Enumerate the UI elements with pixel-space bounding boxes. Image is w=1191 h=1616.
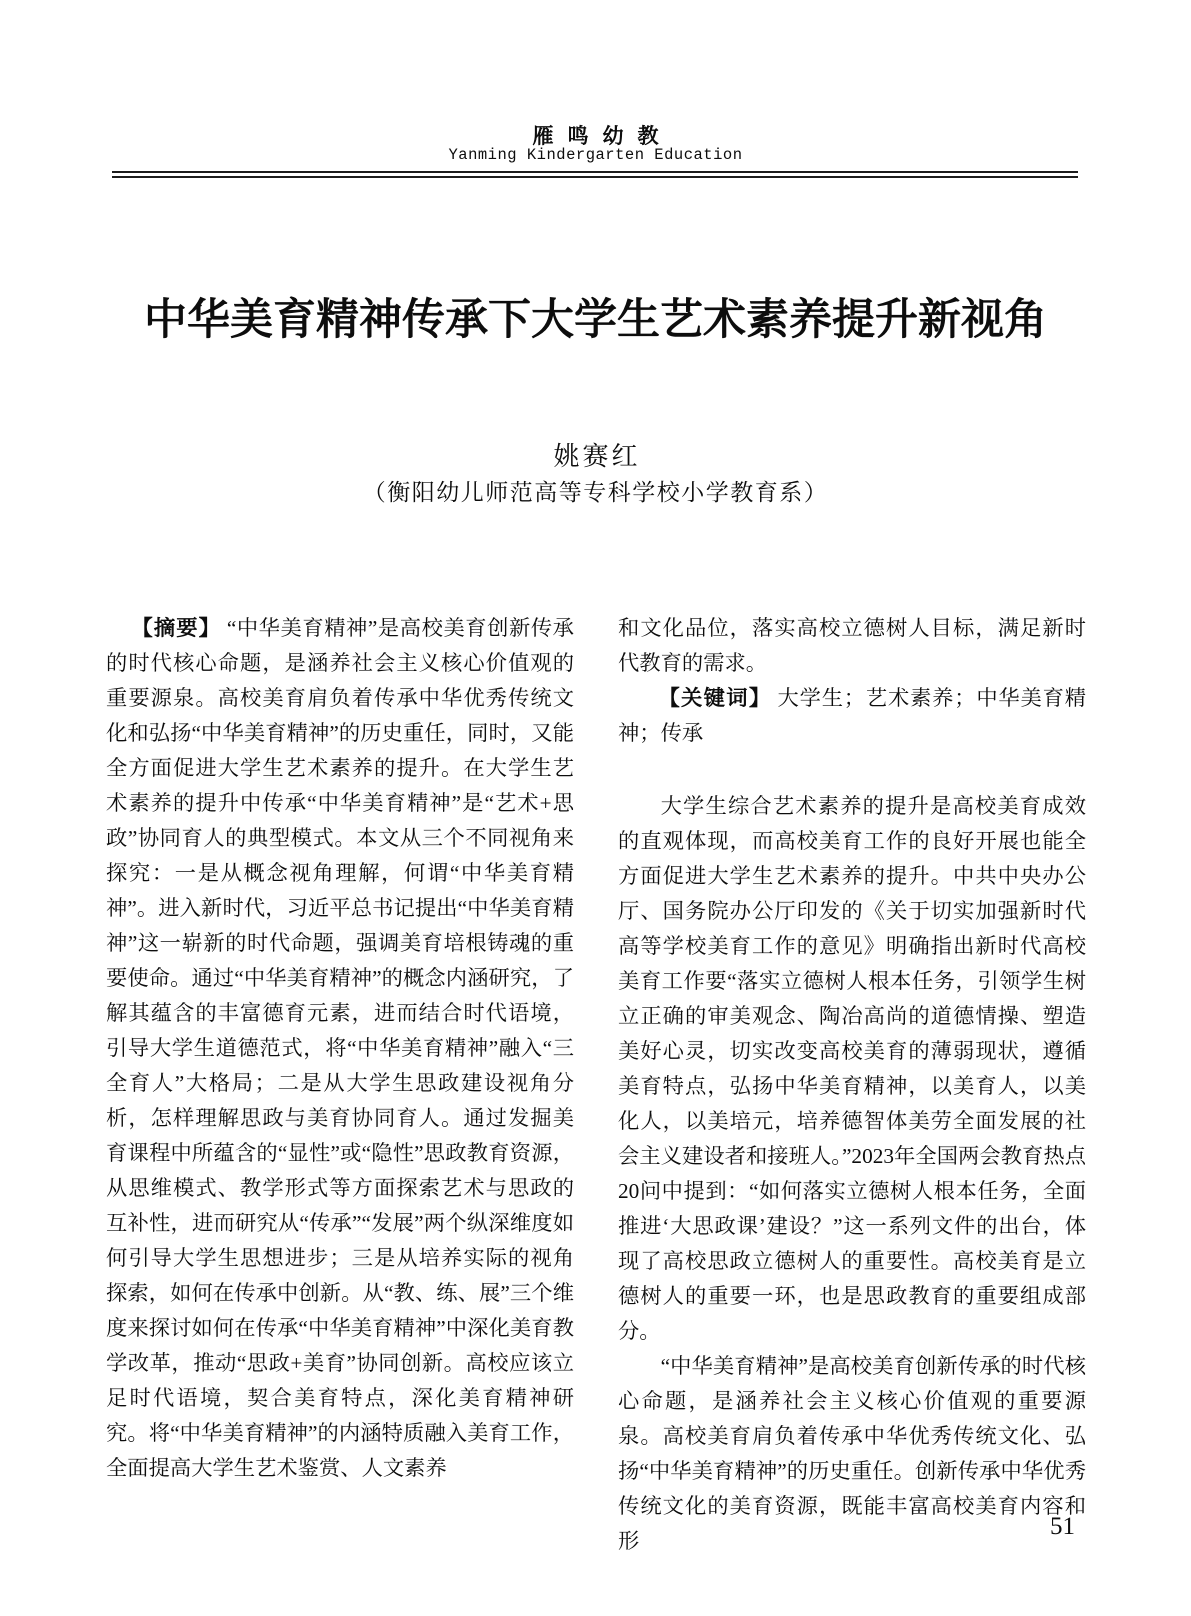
header-divider-rule (112, 171, 1078, 178)
right-column (618, 611, 1086, 1559)
keywords-line (618, 681, 1086, 751)
abstract-continuation: 和文化品位，落实高校立德树人目标，满足新时代教育的需求。 (618, 616, 1086, 675)
body-paragraph-1: 大学生综合艺术素养的提升是高校美育成效的直观体现，而高校美育工作的良好开展也能全方面促进大学生艺术素养的提升。中共中央办公厅、国务院办公厅印发的《关于切实加强新时代高等学校美育工作的意见》明确指出新时代高校美育工作要“落实立德树人根本任务，引领学生树立正确的审美观念、陶冶高尚的道德情操、塑造美好心灵，切实改变高校美育的薄弱现状，遵循美育特点，弘扬中华美育精神，以美育人，以美化人，以美培元，培养德智体美劳全面发展的社会主义建设者和接班人。”2023年全国两会教育热点20问中提到：“如何落实立德树人根本任务，全面推进‘大思政课’建设？”这一系列文件的出台，体现了高校思政立德树人的重要性。高校美育是立德树人的重要一环，也是思政教育的重要组成部分。 (618, 794, 1086, 1343)
journal-name-cn: 雁鸣幼教 (532, 124, 673, 148)
keywords-label: 【关键词】 (658, 686, 772, 710)
abstract-paragraph (106, 611, 574, 1486)
page-number: 51 (1050, 1513, 1075, 1540)
author-name: 姚赛红 (553, 442, 641, 471)
journal-name-en: Yanming Kindergarten Education (448, 146, 743, 164)
left-column (106, 611, 574, 1559)
two-column-text-area (106, 611, 1086, 1559)
article-title: 中华美育精神传承下大学生艺术素养提升新视角 (144, 297, 1047, 344)
keywords-text: 大学生；艺术素养；中华美育精神；传承 (618, 686, 1086, 745)
abstract-label: 【摘要】 (131, 616, 221, 640)
author-affiliation: （衡阳幼儿师范高等专科学校小学教育系） (362, 480, 829, 505)
body-paragraph-2: “中华美育精神”是高校美育创新传承的时代核心命题，是涵养社会主义核心价值观的重要源泉。高校美育肩负着传承中华优秀传统文化、弘扬“中华美育精神”的历史重任。创新传承中华优秀传统文化的美育资源，既能丰富高校美育内容和形 (618, 1354, 1086, 1553)
abstract-text-left: “中华美育精神”是高校美育创新传承的时代核心命题，是涵养社会主义核心价值观的重要源泉。高校美育肩负着传承中华优秀传统文化和弘扬“中华美育精神”的历史重任，同时，又能全方面促进大学生艺术素养的提升。在大学生艺术素养的提升中传承“中华美育精神”是“艺术+思政”协同育人的典型模式。本文从三个不同视角来探究：一是从概念视角理解，何谓“中华美育精神”。进入新时代，习近平总书记提出“中华美育精神”这一崭新的时代命题，强调美育培根铸魂的重要使命。通过“中华美育精神”的概念内涵研究，了解其蕴含的丰富德育元素，进而结合时代语境，引导大学生道德范式，将“中华美育精神”融入“三全育人”大格局；二是从大学生思政建设视角分析，怎样理解思政与美育协同育人。通过发掘美育课程中所蕴含的“显性”或“隐性”思政教育资源，从思维模式、教学形式等方面探索艺术与思政的互补性，进而研究从“传承”“发展”两个纵深维度如何引导大学生思想进步；三是从培养实际的视角探索，如何在传承中创新。从“教、练、展”三个维度来探讨如何在传承“中华美育精神”中深化美育教学改革，推动“思政+美育”协同创新。高校应该立足时代语境，契合美育特点，深化美育精神研究。将“中华美育精神”的内涵特质融入美育工作，全面提高大学生艺术鉴赏、人文素养 (106, 616, 574, 1480)
